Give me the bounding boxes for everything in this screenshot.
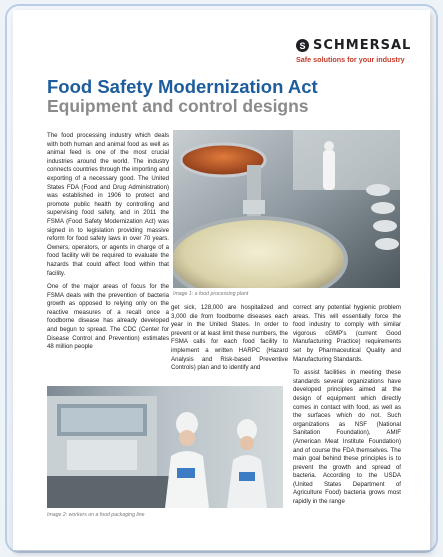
middle-paragraph-1: get sick, 128,000 are hospitalized and 3,000 die from foodborne diseases each year in the United States. In order to prevent or at least limit these numbers, the FSMA calls for each food facility to implement a written HARPC (Hazard Analysis and Risk-based Preventive Controls) plan and to identify and [171,304,288,372]
right-column [293,304,401,512]
intro-paragraph-2: One of the major areas of focus for the FSMA deals with the prevention of bacteria growth as opposed to relying only on the reactive measures of a recall once a foodborne disease has already developed and begun to spread. The CDC (Center for Disease Control and Prevention) estimates 48 million people [47,283,169,351]
image-1-caption: Image 1: a food processing plant [173,291,249,297]
intro-column [47,132,169,357]
brand-tagline: Safe solutions for your industry [296,55,405,64]
food-processing-plant-image [173,130,400,288]
brand-logo [296,38,426,70]
packaging-line-illustration [47,386,283,508]
middle-column [171,304,288,378]
page-title: Food Safety Modernization Act [47,76,318,97]
document-page [13,10,430,550]
packaging-line-image [47,386,283,508]
page-subtitle: Equipment and control designs [47,96,309,116]
image-2-caption: Image 2: workers on a food packaging line [47,512,145,518]
right-paragraph-2: To assist facilities in meeting these standards several organizations have developed principles aimed at the design of equipment which directly comes in contact with food, as well as the surfaces which do not. Such organizations as NSF (National Sanitation Foundation), AMIF (American Meat Institute Foundation) and of course the FDA themselves. The main goal behind these principles is to prevent the growth and spread of bacteria. According to the USDA (United States Department of Agriculture Food) bacteria grows most rapidly in the range [293,369,401,506]
schmersal-logo-icon: S [296,39,309,52]
processing-plant-illustration [173,130,400,288]
right-paragraph-1: correct any potential hygienic problem areas. This will essentially force the food industry to comply with similar vigorous cGMP's (current Good Manufacturing Practice) requirements set by Pharmaceutical Quality and Manufacturing Standards. [293,304,401,363]
brand-name: SCHMERSAL [313,38,412,53]
intro-paragraph-1: The food processing industry which deals with both human and animal food as well as animal feed is one of the most crucial industries around the world. The industry connects countries through the importing and exporting of a necessary good. The United States FDA (Food and Drug Administration) was established in 1906 to protect and promote public health by controlling and supervising food safety, and in 2011 the FSMA (Food Safety Modernization Act) was signed in to legislation providing massive reform for food safety laws in over 70 years. Owners, operators, or agents in charge of a food facility will be required to evaluate the hazards that could affect food within that facility. [47,132,169,277]
